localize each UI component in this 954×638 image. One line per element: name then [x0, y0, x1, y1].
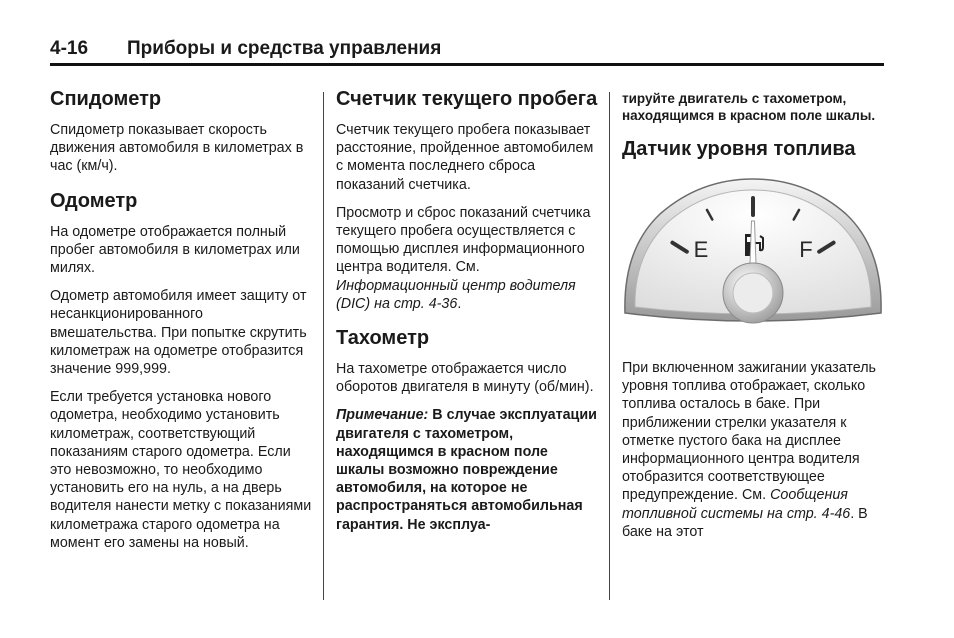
- note-text: В случае эксплуатации двигателя с тахометром, находящимся в красном поле шкалы возможно повреждение автомобиля, на которое не распространяться автомобильная гарантия. Не эксплуа-: [336, 407, 597, 533]
- header-rule: [50, 63, 884, 66]
- note-continuation: тируйте двигатель с тахометром, находящимся в красном поле шкалы.: [622, 91, 876, 123]
- empty-label: E: [693, 237, 709, 262]
- gauge-hub-inner: [733, 273, 773, 313]
- fuel-gauge-end: . В баке на этот: [622, 505, 868, 540]
- fuel-gauge-heading: Датчик уровня топлива: [622, 138, 856, 160]
- full-label: F: [799, 237, 813, 262]
- fuel-gauge-paragraph: [622, 359, 884, 541]
- odometer-paragraph-2: Одометр автомобиля имеет защиту от несанкционированного вмешательства. При попытке скрутить километраж на одометре отобразится значение 999,999.: [50, 288, 307, 378]
- fuel-messages-reference-link[interactable]: Сообщения топливной системы на стр. 4-46: [622, 487, 851, 522]
- page-number: 4-16: [50, 38, 89, 59]
- odometer-paragraph-1: На одометре отображается полный пробег автомобиля в километрах или милях.: [50, 223, 300, 277]
- column-3: [622, 90, 884, 551]
- speedometer-heading: Спидометр: [50, 88, 162, 110]
- column-1: [50, 88, 312, 562]
- trip-odometer-end: .: [457, 295, 462, 312]
- odometer-paragraph-3: Если требуется установка нового одометра, необходимо установить километраж, соответствующий показаниям старого одометра. Если это невозможно, то необходимо установить его на нуль, а на дверь водителя нанести метку с показаниями километража старого одометра на момент его замены на новый.: [50, 389, 312, 551]
- section-title: Приборы и средства управления: [127, 38, 442, 59]
- dic-reference-link[interactable]: Информационный центр водителя (DIC) на стр. 4-36: [336, 277, 576, 312]
- trip-odometer-text: Просмотр и сброс показаний счетчика текущего пробега осуществляется с помощью дисплея информационного центра водителя. См.: [336, 204, 591, 276]
- tachometer-heading: Тахометр: [336, 327, 430, 350]
- page-header: [50, 38, 884, 62]
- odometer-heading: Одометр: [50, 189, 138, 212]
- tachometer-note: [336, 406, 598, 533]
- note-label: Примечание:: [336, 407, 429, 424]
- trip-odometer-paragraph-2: [336, 204, 598, 313]
- column-2: [336, 88, 598, 544]
- trip-odometer-paragraph-1: Счетчик текущего пробега показывает расстояние, пройденное автомобилем с момента последнего сброса показаний счетчика.: [336, 122, 594, 193]
- tachometer-paragraph: На тахометре отображается число оборотов двигателя в минуту (об/мин).: [336, 361, 594, 396]
- fuel-gauge-illustration: [622, 171, 884, 341]
- trip-odometer-heading: Счетчик текущего пробега: [336, 88, 598, 110]
- column-divider: [323, 92, 324, 600]
- fuel-gauge-text: При включенном зажигании указатель уровня топлива отображает, сколько топлива осталось в баке. При приближении стрелки указателя к отметке пустого бака на дисплее информационного центра водителя отобразится соответствующее предупреждение. См.: [622, 360, 876, 504]
- speedometer-paragraph: Спидометр показывает скорость движения автомобиля в километрах в час (км/ч).: [50, 122, 304, 175]
- column-divider: [609, 92, 610, 600]
